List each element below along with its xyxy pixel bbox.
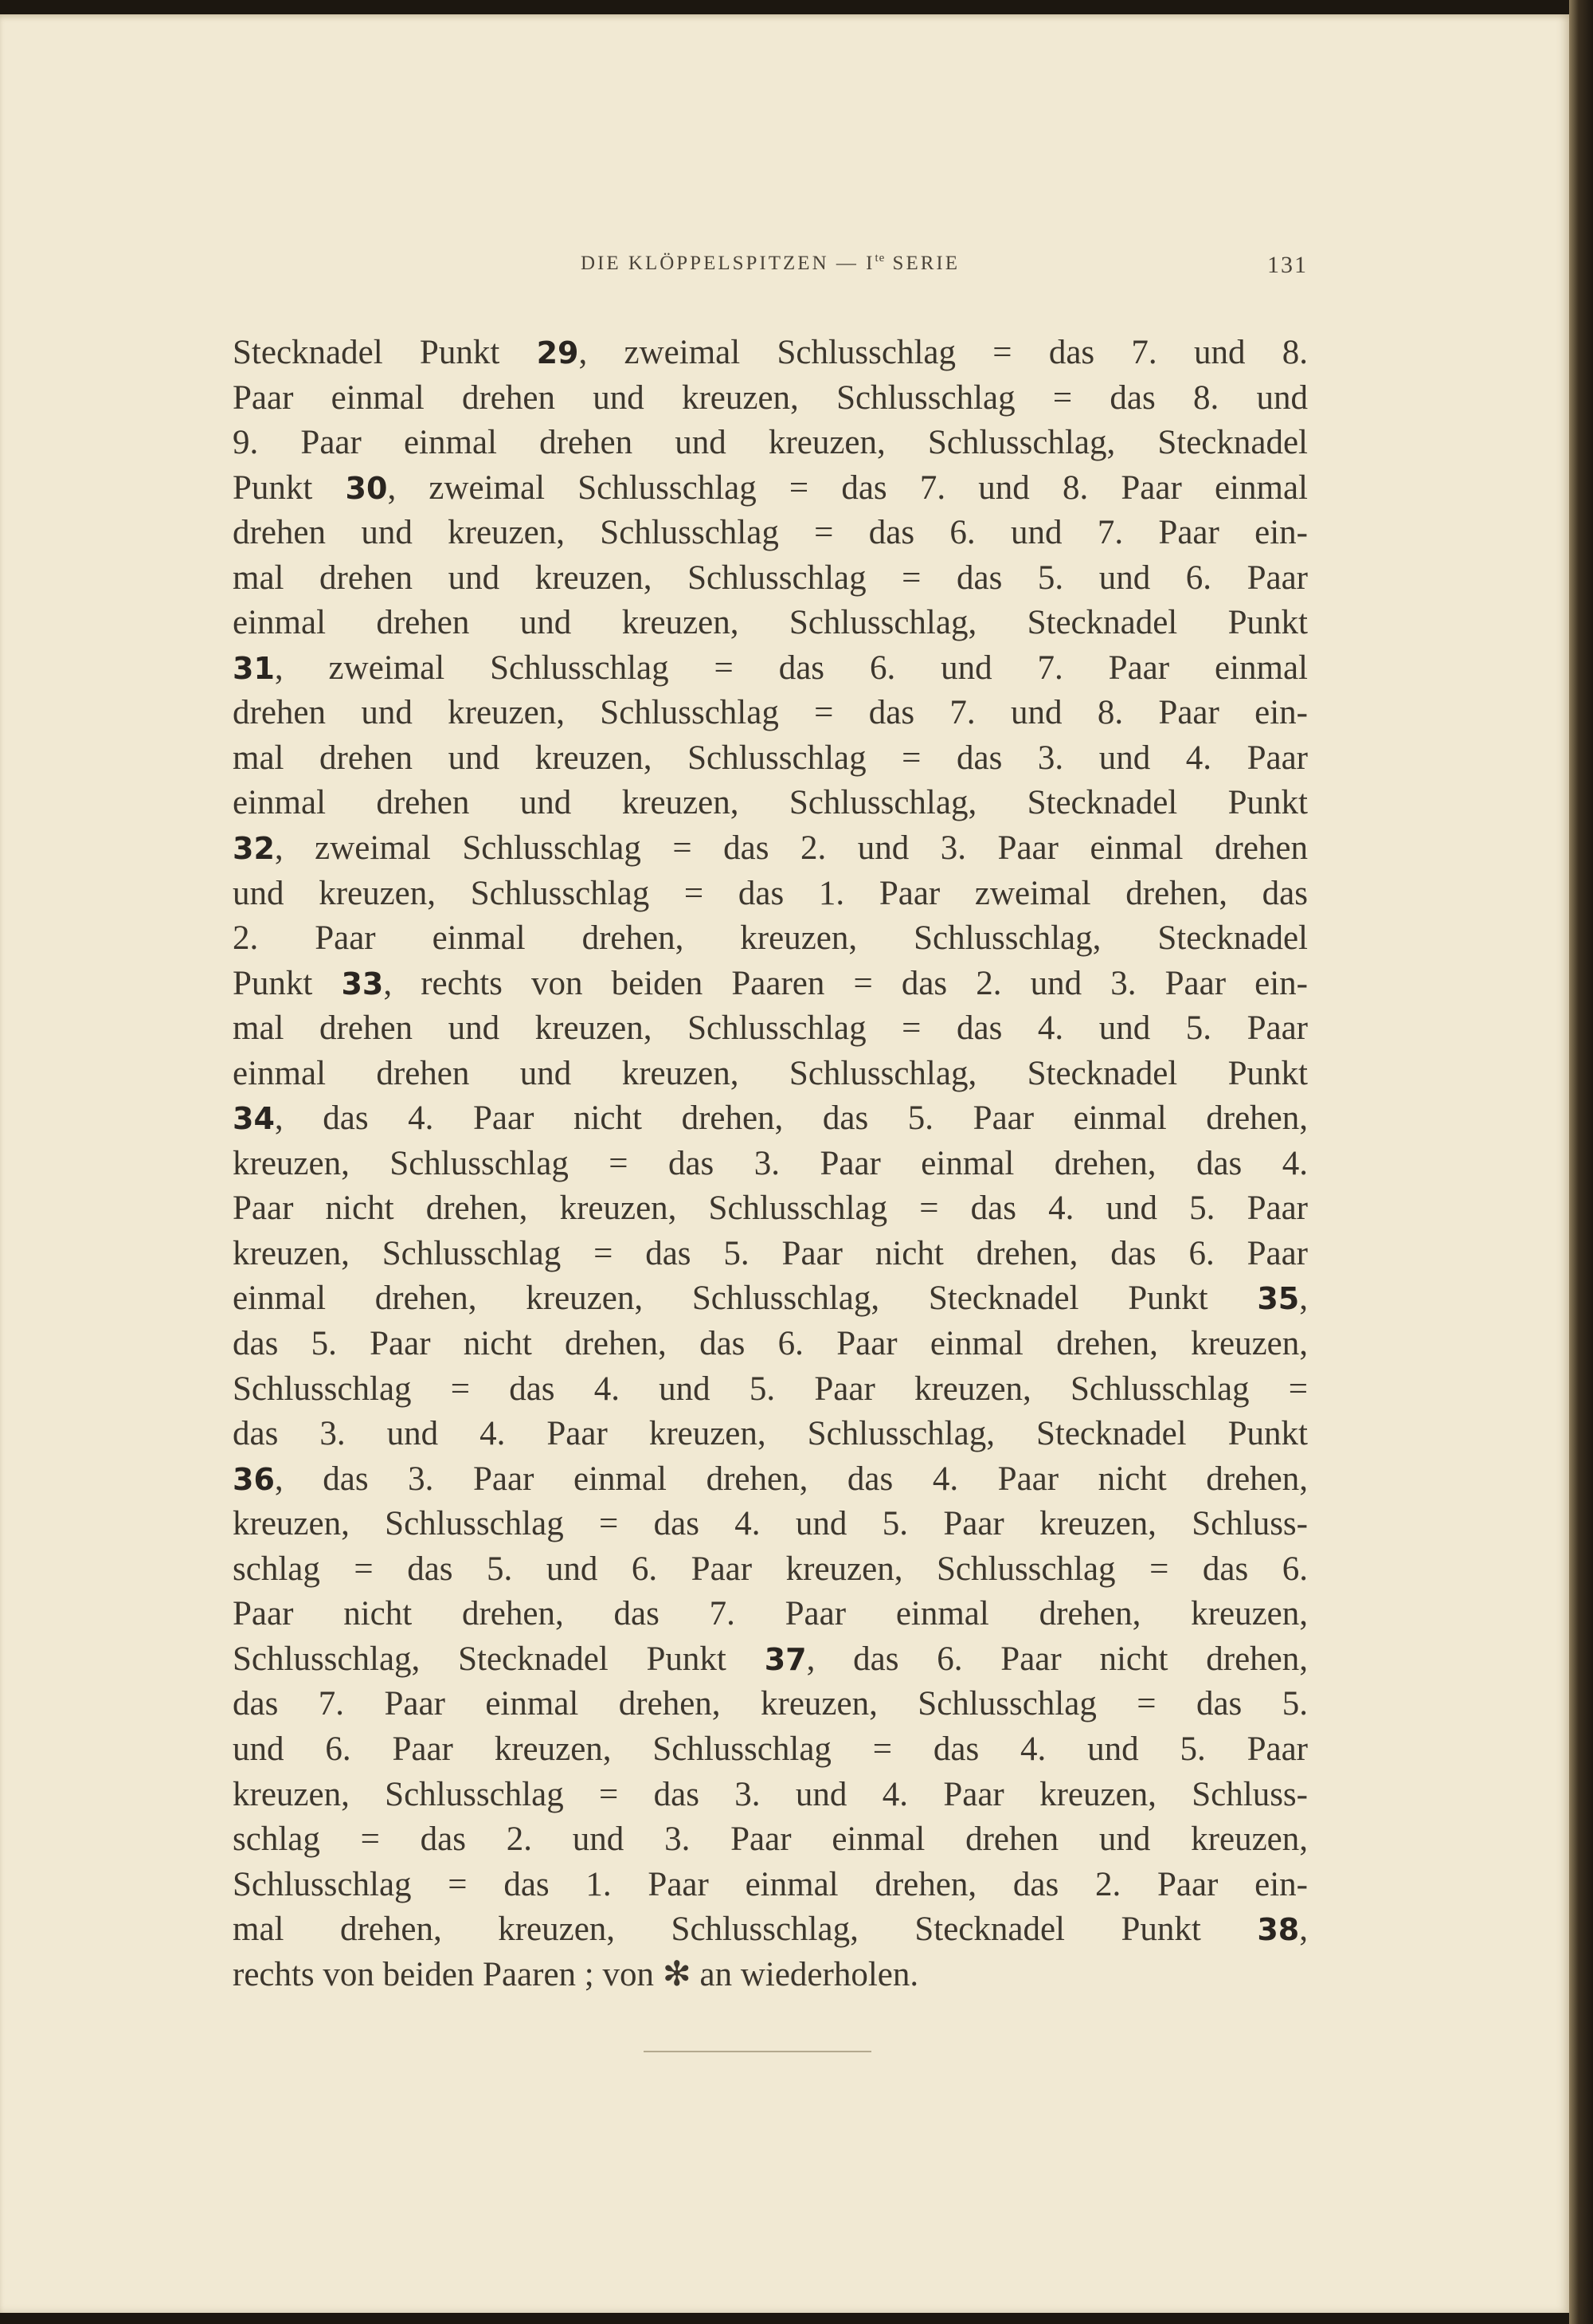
- running-head: [233, 252, 1308, 284]
- text-segment: , zweimal Schlusschlag = das 7. und 8. Paar einmal: [387, 468, 1308, 507]
- stecknadel-number: 33: [341, 966, 384, 1001]
- text-segment: Schlusschlag = das 4. und 5. Paar kreuzen, Schlusschlag =: [233, 1370, 1308, 1408]
- text-segment: mal drehen, kreuzen, Schlusschlag, Stecknadel Punkt: [233, 1911, 1258, 1949]
- body-text: [233, 331, 1308, 1997]
- text-segment: drehen und kreuzen, Schlusschlag = das 6. und 7. Paar ein-: [233, 514, 1308, 552]
- stecknadel-number: 35: [1257, 1281, 1300, 1317]
- text-line: [233, 421, 1308, 466]
- text-segment: kreuzen, Schlusschlag = das 3. und 4. Paar kreuzen, Schluss-: [233, 1775, 1308, 1813]
- text-line: [233, 1276, 1308, 1322]
- text-segment: einmal drehen und kreuzen, Schlusschlag, Stecknadel Punkt: [233, 1054, 1308, 1092]
- stecknadel-number: 36: [233, 1461, 275, 1497]
- text-segment: Paar einmal drehen und kreuzen, Schlusschlag = das 8. und: [233, 378, 1308, 417]
- text-segment: 9. Paar einmal drehen und kreuzen, Schlusschlag, Stecknadel: [233, 424, 1308, 462]
- text-line: [233, 1953, 1308, 1998]
- text-line: [233, 1412, 1308, 1457]
- text-line: [233, 601, 1308, 646]
- text-line: [233, 1817, 1308, 1863]
- text-segment: ,: [1299, 1280, 1308, 1318]
- text-segment: Schlusschlag, Stecknadel Punkt: [233, 1640, 765, 1678]
- text-line: [233, 1682, 1308, 1727]
- stecknadel-number: 29: [536, 335, 579, 370]
- text-line: [233, 1006, 1308, 1052]
- text-segment: 2. Paar einmal drehen, kreuzen, Schlusschlag, Stecknadel: [233, 919, 1308, 958]
- text-line: [233, 1727, 1308, 1773]
- text-segment: einmal drehen, kreuzen, Schlusschlag, Stecknadel Punkt: [233, 1280, 1258, 1318]
- text-segment: , das 3. Paar einmal drehen, das 4. Paar nicht drehen,: [274, 1460, 1308, 1498]
- text-segment: , zweimal Schlusschlag = das 2. und 3. Paar einmal drehen: [274, 829, 1308, 868]
- stecknadel-number: 32: [233, 831, 275, 867]
- text-line: [233, 1322, 1308, 1367]
- text-line: [233, 466, 1308, 511]
- text-line: [233, 1367, 1308, 1413]
- stecknadel-number: 30: [345, 470, 388, 506]
- text-segment: mal drehen und kreuzen, Schlusschlag = das 3. und 4. Paar: [233, 739, 1308, 777]
- text-segment: , rechts von beiden Paaren = das 2. und 3. Paar ein-: [383, 964, 1308, 1002]
- text-line: [233, 1592, 1308, 1637]
- text-segment: Punkt: [233, 964, 342, 1002]
- book-page: [0, 14, 1569, 2313]
- text-segment: Stecknadel Punkt: [233, 334, 537, 371]
- text-line: [233, 1457, 1308, 1503]
- text-line: [233, 1096, 1308, 1142]
- text-line: [233, 691, 1308, 736]
- book-edge: [1569, 0, 1593, 2324]
- text-segment: , zweimal Schlusschlag = das 6. und 7. Paar einmal: [274, 649, 1308, 687]
- text-line: [233, 1142, 1308, 1187]
- text-line: [233, 1773, 1308, 1818]
- text-segment: Paar nicht drehen, das 7. Paar einmal drehen, kreuzen,: [233, 1595, 1308, 1633]
- text-line: [233, 1547, 1308, 1593]
- text-segment: mal drehen und kreuzen, Schlusschlag = das 5. und 6. Paar: [233, 558, 1308, 597]
- text-segment: kreuzen, Schlusschlag = das 5. Paar nicht drehen, das 6. Paar: [233, 1234, 1308, 1272]
- page-number: 131: [1267, 252, 1308, 278]
- text-segment: und kreuzen, Schlusschlag = das 1. Paar zweimal drehen, das: [233, 874, 1308, 912]
- running-head-title: DIE KLÖPPELSPITZEN — $I^{te}$ SERIE: [581, 252, 960, 274]
- text-line: [233, 1052, 1308, 1097]
- text-segment: schlag = das 2. und 3. Paar einmal drehen und kreuzen,: [233, 1820, 1308, 1859]
- text-segment: Paar nicht drehen, kreuzen, Schlusschlag = das 4. und 5. Paar: [233, 1189, 1308, 1228]
- text-segment: ,: [1299, 1911, 1308, 1949]
- text-line: [233, 511, 1308, 556]
- text-segment: einmal drehen und kreuzen, Schlusschlag, Stecknadel Punkt: [233, 604, 1308, 642]
- text-line: [233, 646, 1308, 692]
- text-line: [233, 916, 1308, 962]
- text-line: [233, 872, 1308, 917]
- text-line: [233, 1232, 1308, 1277]
- text-segment: drehen und kreuzen, Schlusschlag = das 7. und 8. Paar ein-: [233, 694, 1308, 732]
- stecknadel-number: 37: [764, 1641, 807, 1677]
- text-line: [233, 962, 1308, 1007]
- text-segment: , das 6. Paar nicht drehen,: [806, 1640, 1308, 1678]
- text-segment: Punkt: [233, 468, 346, 507]
- stecknadel-number: 38: [1257, 1912, 1300, 1948]
- text-segment: , zweimal Schlusschlag = das 7. und 8.: [578, 334, 1308, 371]
- text-segment: das 5. Paar nicht drehen, das 6. Paar einmal drehen, kreuzen,: [233, 1325, 1308, 1363]
- text-line: [233, 376, 1308, 421]
- text-segment: mal drehen und kreuzen, Schlusschlag = das 4. und 5. Paar: [233, 1009, 1308, 1048]
- text-line: [233, 556, 1308, 602]
- text-segment: , das 4. Paar nicht drehen, das 5. Paar einmal drehen,: [274, 1099, 1308, 1138]
- text-segment: einmal drehen und kreuzen, Schlusschlag, Stecknadel Punkt: [233, 784, 1308, 822]
- text-line: [233, 781, 1308, 826]
- text-segment: Schlusschlag = das 1. Paar einmal drehen, das 2. Paar ein-: [233, 1865, 1308, 1903]
- text-line: [233, 1863, 1308, 1908]
- text-line: [233, 1502, 1308, 1547]
- text-segment: rechts von beiden Paaren ; von ✻ an wiederholen.: [233, 1955, 919, 1993]
- text-line: [233, 331, 1308, 376]
- text-segment: kreuzen, Schlusschlag = das 4. und 5. Paar kreuzen, Schluss-: [233, 1505, 1308, 1543]
- text-line: [233, 826, 1308, 872]
- stecknadel-number: 31: [233, 650, 275, 686]
- text-segment: das 3. und 4. Paar kreuzen, Schlusschlag, Stecknadel Punkt: [233, 1415, 1308, 1453]
- text-line: [233, 1907, 1308, 1953]
- text-line: [233, 1186, 1308, 1232]
- stecknadel-number: 34: [233, 1101, 275, 1137]
- text-segment: und 6. Paar kreuzen, Schlusschlag = das 4. und 5. Paar: [233, 1730, 1308, 1768]
- text-segment: schlag = das 5. und 6. Paar kreuzen, Schlusschlag = das 6.: [233, 1550, 1308, 1588]
- text-segment: kreuzen, Schlusschlag = das 3. Paar einmal drehen, das 4.: [233, 1144, 1308, 1182]
- text-line: [233, 736, 1308, 782]
- text-segment: das 7. Paar einmal drehen, kreuzen, Schlusschlag = das 5.: [233, 1685, 1308, 1723]
- text-line: [233, 1637, 1308, 1683]
- end-rule: [644, 2051, 871, 2052]
